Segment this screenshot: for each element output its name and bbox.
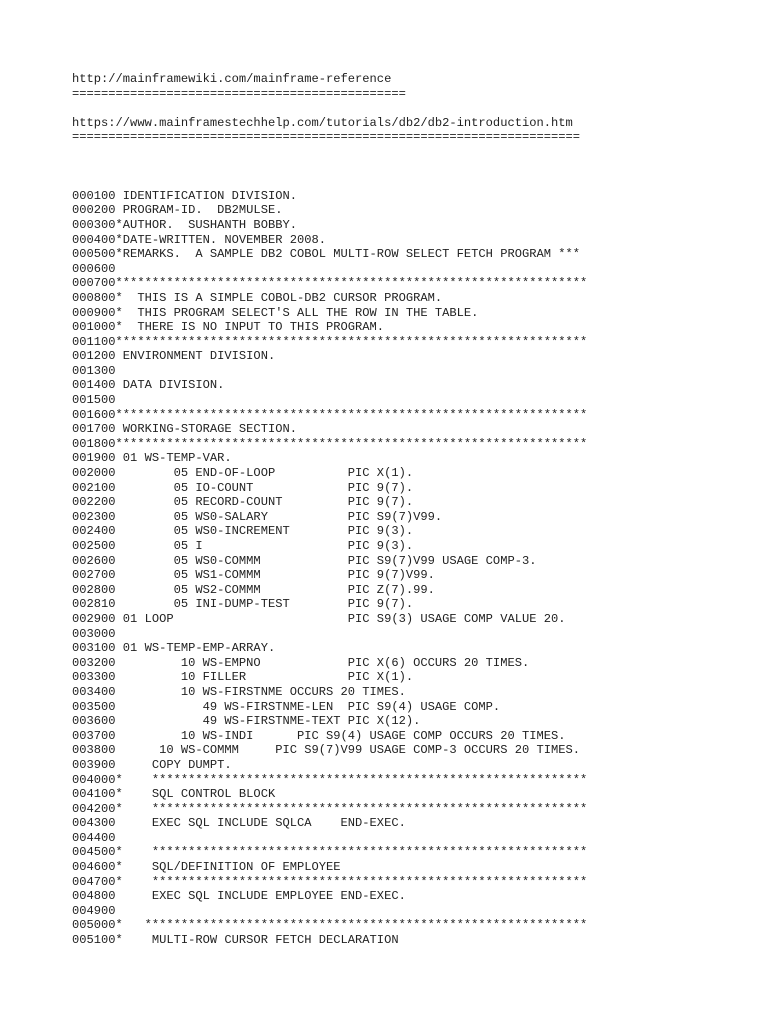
code-line: ====================================================================== (72, 130, 581, 145)
code-line: 004600* SQL/DEFINITION OF EMPLOYEE (72, 860, 341, 875)
code-line: 004300 EXEC SQL INCLUDE SQLCA END-EXEC. (72, 816, 406, 831)
code-line: 001400 DATA DIVISION. (72, 378, 225, 393)
code-line: 004700* ************************************************************ (72, 874, 588, 889)
code-line: 004000* ************************************************************ (72, 772, 588, 787)
code-line: https://www.mainframestechhelp.com/tutorials/db2/db2-introduction.htm (72, 115, 573, 130)
code-line: 000700***************************************************************** (72, 276, 588, 291)
code-line: 002200 05 RECORD-COUNT PIC 9(7). (72, 495, 414, 510)
code-line: 000500*REMARKS. A SAMPLE DB2 COBOL MULTI-ROW SELECT FETCH PROGRAM *** (72, 247, 581, 262)
code-line: 003600 49 WS-FIRSTNME-TEXT PIC X(12). (72, 714, 421, 729)
code-line: 003000 (72, 626, 116, 641)
code-line: 001200 ENVIRONMENT DIVISION. (72, 349, 276, 364)
code-line: 001900 01 WS-TEMP-VAR. (72, 451, 232, 466)
code-line (72, 145, 762, 160)
code-line: 001100***************************************************************** (72, 334, 588, 349)
code-line: 002810 05 INI-DUMP-TEST PIC 9(7). (72, 597, 414, 612)
code-line: 002000 05 END-OF-LOOP PIC X(1). (72, 466, 414, 481)
code-line (72, 101, 762, 116)
code-line: 000900* THIS PROGRAM SELECT'S ALL THE ROW IN THE TABLE. (72, 305, 479, 320)
code-line: 004100* SQL CONTROL BLOCK (72, 787, 276, 802)
code-line: 002300 05 WS0-SALARY PIC S9(7)V99. (72, 509, 443, 524)
code-line: 001700 WORKING-STORAGE SECTION. (72, 422, 297, 437)
code-line: 001600***************************************************************** (72, 407, 588, 422)
code-line (72, 174, 762, 189)
code-line: 001500 (72, 393, 116, 408)
code-line: 000600 (72, 261, 116, 276)
code-line: 003900 COPY DUMPT. (72, 757, 232, 772)
code-line: 002800 05 WS2-COMMM PIC Z(7).99. (72, 582, 435, 597)
code-line: 001800***************************************************************** (72, 436, 588, 451)
code-line: 003700 10 WS-INDI PIC S9(4) USAGE COMP OCCURS 20 TIMES. (72, 728, 566, 743)
code-line: 000300*AUTHOR. SUSHANTH BOBBY. (72, 217, 297, 232)
code-line: 003500 49 WS-FIRSTNME-LEN PIC S9(4) USAGE COMP. (72, 699, 501, 714)
code-line: 004200* ************************************************************ (72, 801, 588, 816)
code-line: 002900 01 LOOP PIC S9(3) USAGE COMP VALUE 20. (72, 611, 566, 626)
code-line: 003100 01 WS-TEMP-EMP-ARRAY. (72, 641, 276, 656)
code-line: 002500 05 I PIC 9(3). (72, 539, 414, 553)
code-line: 004900 (72, 903, 116, 918)
code-line: 002700 05 WS1-COMMM PIC 9(7)V99. (72, 568, 435, 583)
code-line: 002600 05 WS0-COMMM PIC S9(7)V99 USAGE COMP-3. (72, 553, 537, 568)
document-body (72, 72, 762, 948)
code-line: 005100* MULTI-ROW CURSOR FETCH DECLARATION (72, 933, 399, 948)
code-line: ============================================== (72, 86, 406, 101)
code-line: 003200 10 WS-EMPNO PIC X(6) OCCURS 20 TIMES. (72, 655, 530, 670)
code-line: 002400 05 WS0-INCREMENT PIC 9(3). (72, 524, 414, 539)
code-line: 004800 EXEC SQL INCLUDE EMPLOYEE END-EXEC. (72, 889, 406, 904)
code-line: 004400 (72, 830, 116, 845)
code-line: 001000* THERE IS NO INPUT TO THIS PROGRAM. (72, 320, 385, 335)
code-line: 000100 IDENTIFICATION DIVISION. (72, 188, 297, 203)
code-line: 005000* ************************************************************* (72, 918, 588, 933)
code-line: 000200 PROGRAM-ID. DB2MULSE. (72, 203, 283, 218)
code-line (72, 160, 762, 175)
code-line: 004500* ************************************************************ (72, 845, 588, 860)
code-line: 003300 10 FILLER PIC X(1). (72, 670, 414, 685)
code-line: 000400*DATE-WRITTEN. NOVEMBER 2008. (72, 232, 327, 247)
code-line: 000800* THIS IS A SIMPLE COBOL-DB2 CURSOR PROGRAM. (72, 290, 443, 305)
code-line: 003400 10 WS-FIRSTNME OCCURS 20 TIMES. (72, 684, 406, 699)
code-line: 003800 10 WS-COMMM PIC S9(7)V99 USAGE COMP-3 OCCURS 20 TIMES. (72, 743, 581, 758)
code-line: 002100 05 IO-COUNT PIC 9(7). (72, 480, 414, 495)
code-line: http://mainframewiki.com/mainframe-reference (72, 72, 392, 86)
code-line: 001300 (72, 363, 116, 378)
